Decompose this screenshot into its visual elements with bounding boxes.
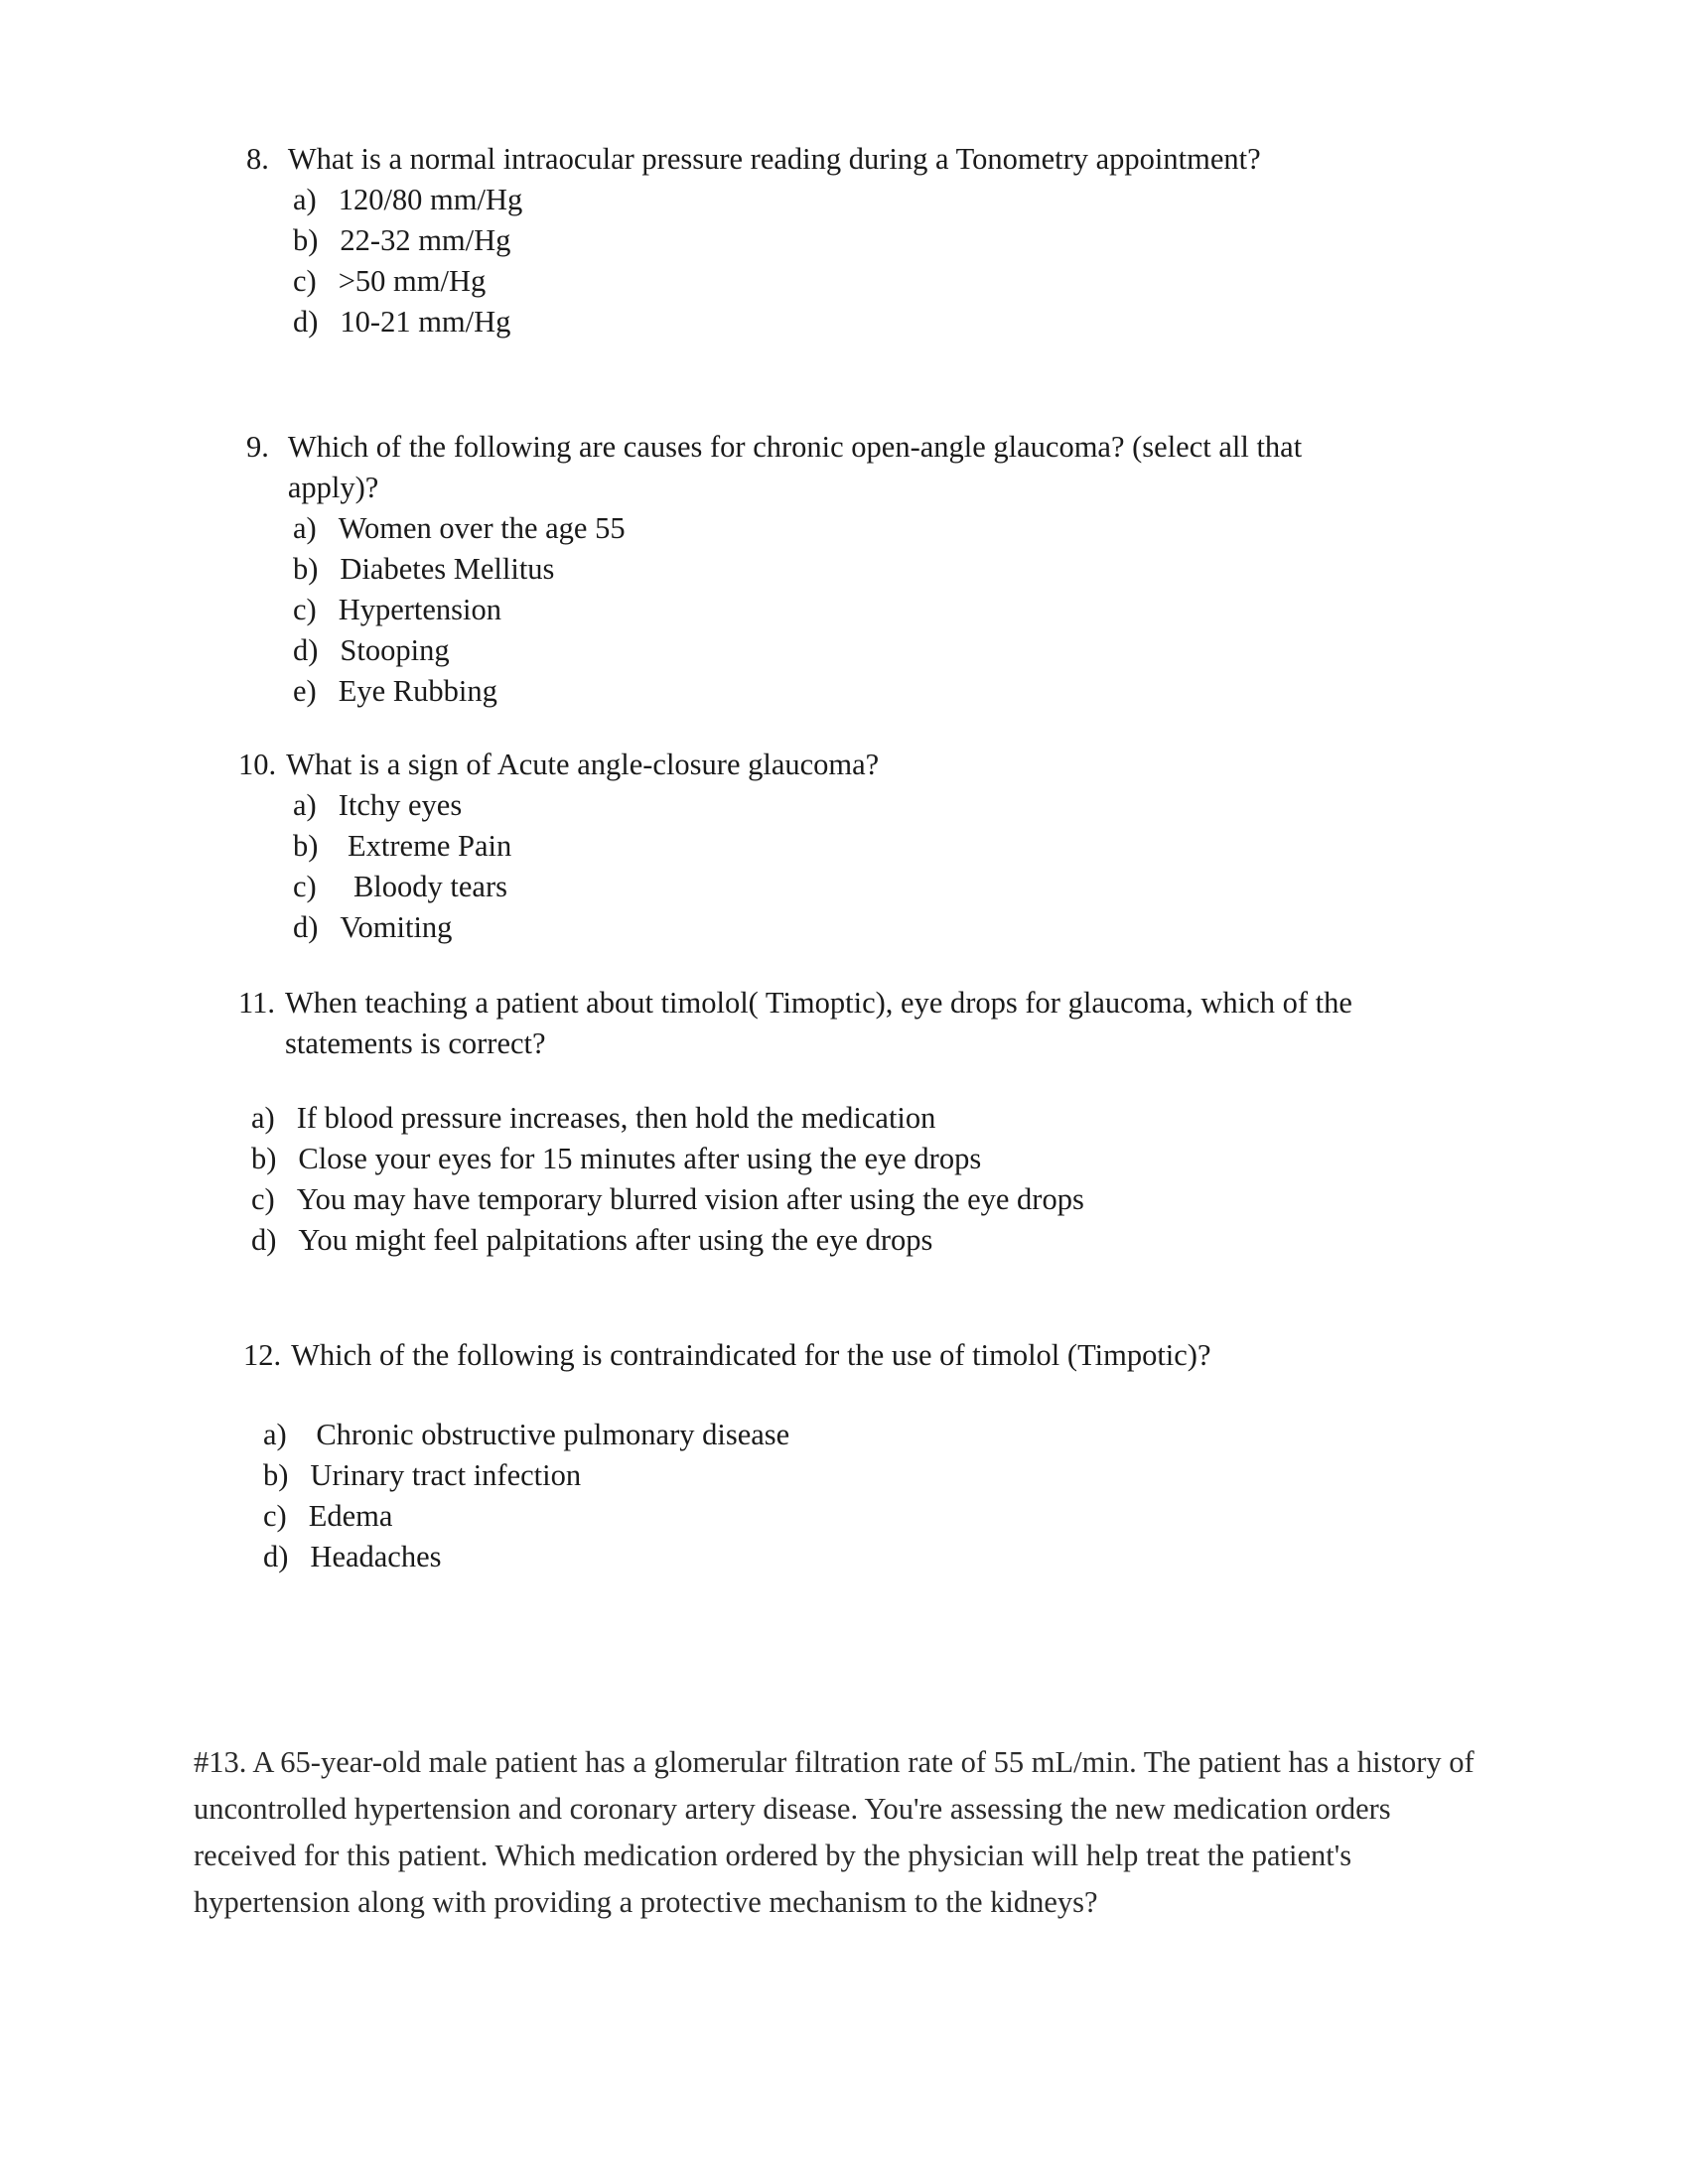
option-marker: c) [293,870,317,903]
option-item[interactable] [293,549,1358,590]
option-label: Extreme Pain [340,829,512,863]
option-marker: d) [251,1223,277,1257]
question-block-11 [238,983,1475,1064]
option-item[interactable] [263,1496,1499,1537]
option-marker: d) [293,305,319,339]
option-marker: c) [251,1182,275,1216]
option-label: Diabetes Mellitus [340,552,555,586]
question-11-options [251,1098,1487,1261]
option-marker: c) [263,1499,287,1533]
option-label: Headaches [310,1540,442,1573]
option-label: Urinary tract infection [310,1458,582,1492]
question-8-line [246,139,1477,180]
option-marker: a) [293,183,317,216]
option-item[interactable] [251,1098,1487,1139]
option-item[interactable] [293,907,1470,948]
question-8-text: What is a normal intraocular pressure reading during a Tonometry appointment? [287,142,1261,176]
option-label: Edema [308,1499,393,1533]
question-8-options [293,180,1477,342]
option-marker: b) [263,1458,289,1492]
question-12-line [243,1335,1479,1376]
option-marker: c) [293,264,317,298]
question-block-13 [194,1739,1484,1926]
option-label: Women over the age 55 [338,511,626,545]
option-marker: a) [293,788,317,822]
option-label: Vomiting [340,910,453,944]
question-10-line [238,745,1470,785]
option-label: 10-21 mm/Hg [340,305,511,339]
option-label: Hypertension [338,593,502,626]
option-item[interactable] [293,508,1358,549]
question-12-number: 12. [243,1338,282,1372]
question-9-options [293,508,1358,712]
option-label: 22-32 mm/Hg [340,223,511,257]
option-label: Itchy eyes [338,788,463,822]
option-label: >50 mm/Hg [338,264,487,298]
question-12-options [263,1415,1499,1577]
option-label: 120/80 mm/Hg [338,183,523,216]
question-9-text: Which of the following are causes for chronic open-angle glaucoma? (select all that apply)? [287,430,1303,504]
option-item[interactable] [293,630,1358,671]
option-marker: b) [251,1142,277,1175]
option-marker: d) [293,633,319,667]
question-block-10 [238,745,1470,948]
question-9-number: 9. [246,430,269,464]
option-item[interactable] [293,220,1477,261]
option-marker: a) [251,1101,275,1135]
option-item[interactable] [263,1415,1499,1455]
option-label: Close your eyes for 15 minutes after using the eye drops [298,1142,982,1175]
question-11-line [238,983,1475,1064]
question-block-8 [246,139,1477,342]
option-marker: a) [293,511,317,545]
option-item[interactable] [293,302,1477,342]
option-label: If blood pressure increases, then hold the medication [296,1101,936,1135]
option-label: You might feel palpitations after using the eye drops [298,1223,933,1257]
question-8-number: 8. [246,142,269,176]
option-label: You may have temporary blurred vision after using the eye drops [296,1182,1084,1216]
option-marker: b) [293,552,319,586]
option-marker: d) [293,910,319,944]
option-marker: c) [293,593,317,626]
question-11-number: 11. [238,986,275,1020]
option-item[interactable] [263,1455,1499,1496]
option-item[interactable] [293,261,1477,302]
question-10-options [293,785,1470,948]
option-item[interactable] [251,1179,1487,1220]
option-item[interactable] [251,1139,1487,1179]
option-marker: b) [293,829,319,863]
option-marker: a) [263,1418,287,1451]
option-label: Eye Rubbing [338,674,497,708]
option-label: Chronic obstructive pulmonary disease [308,1418,790,1451]
option-marker: d) [263,1540,289,1573]
option-item[interactable] [293,180,1477,220]
option-item[interactable] [293,590,1358,630]
question-13-text: #13. A 65-year-old male patient has a glomerular filtration rate of 55 mL/min. The patient has a history of uncontrolled hypertension and coronary artery disease. You're assessing the new medication orders received for this patient. Which medication ordered by the physician will help treat the patient's hypertension along with providing a protective mechanism to the kidneys? [194,1745,1475,1919]
question-block-9 [246,427,1358,712]
option-item[interactable] [293,867,1470,907]
option-item[interactable] [293,826,1470,867]
option-marker: b) [293,223,319,257]
question-11-text: When teaching a patient about timolol( Timoptic), eye drops for glaucoma, which of the statements is correct? [285,986,1352,1060]
question-9-line [246,427,1358,508]
option-marker: e) [293,674,317,708]
option-item[interactable] [293,785,1470,826]
option-label: Bloody tears [338,870,507,903]
option-item[interactable] [251,1220,1487,1261]
question-12-text: Which of the following is contraindicated for the use of timolol (Timpotic)? [291,1338,1211,1372]
option-label: Stooping [340,633,450,667]
question-block-12 [243,1335,1479,1376]
option-item[interactable] [263,1537,1499,1577]
question-10-number: 10. [238,748,277,781]
question-10-text: What is a sign of Acute angle-closure glaucoma? [286,748,880,781]
option-item[interactable] [293,671,1358,712]
